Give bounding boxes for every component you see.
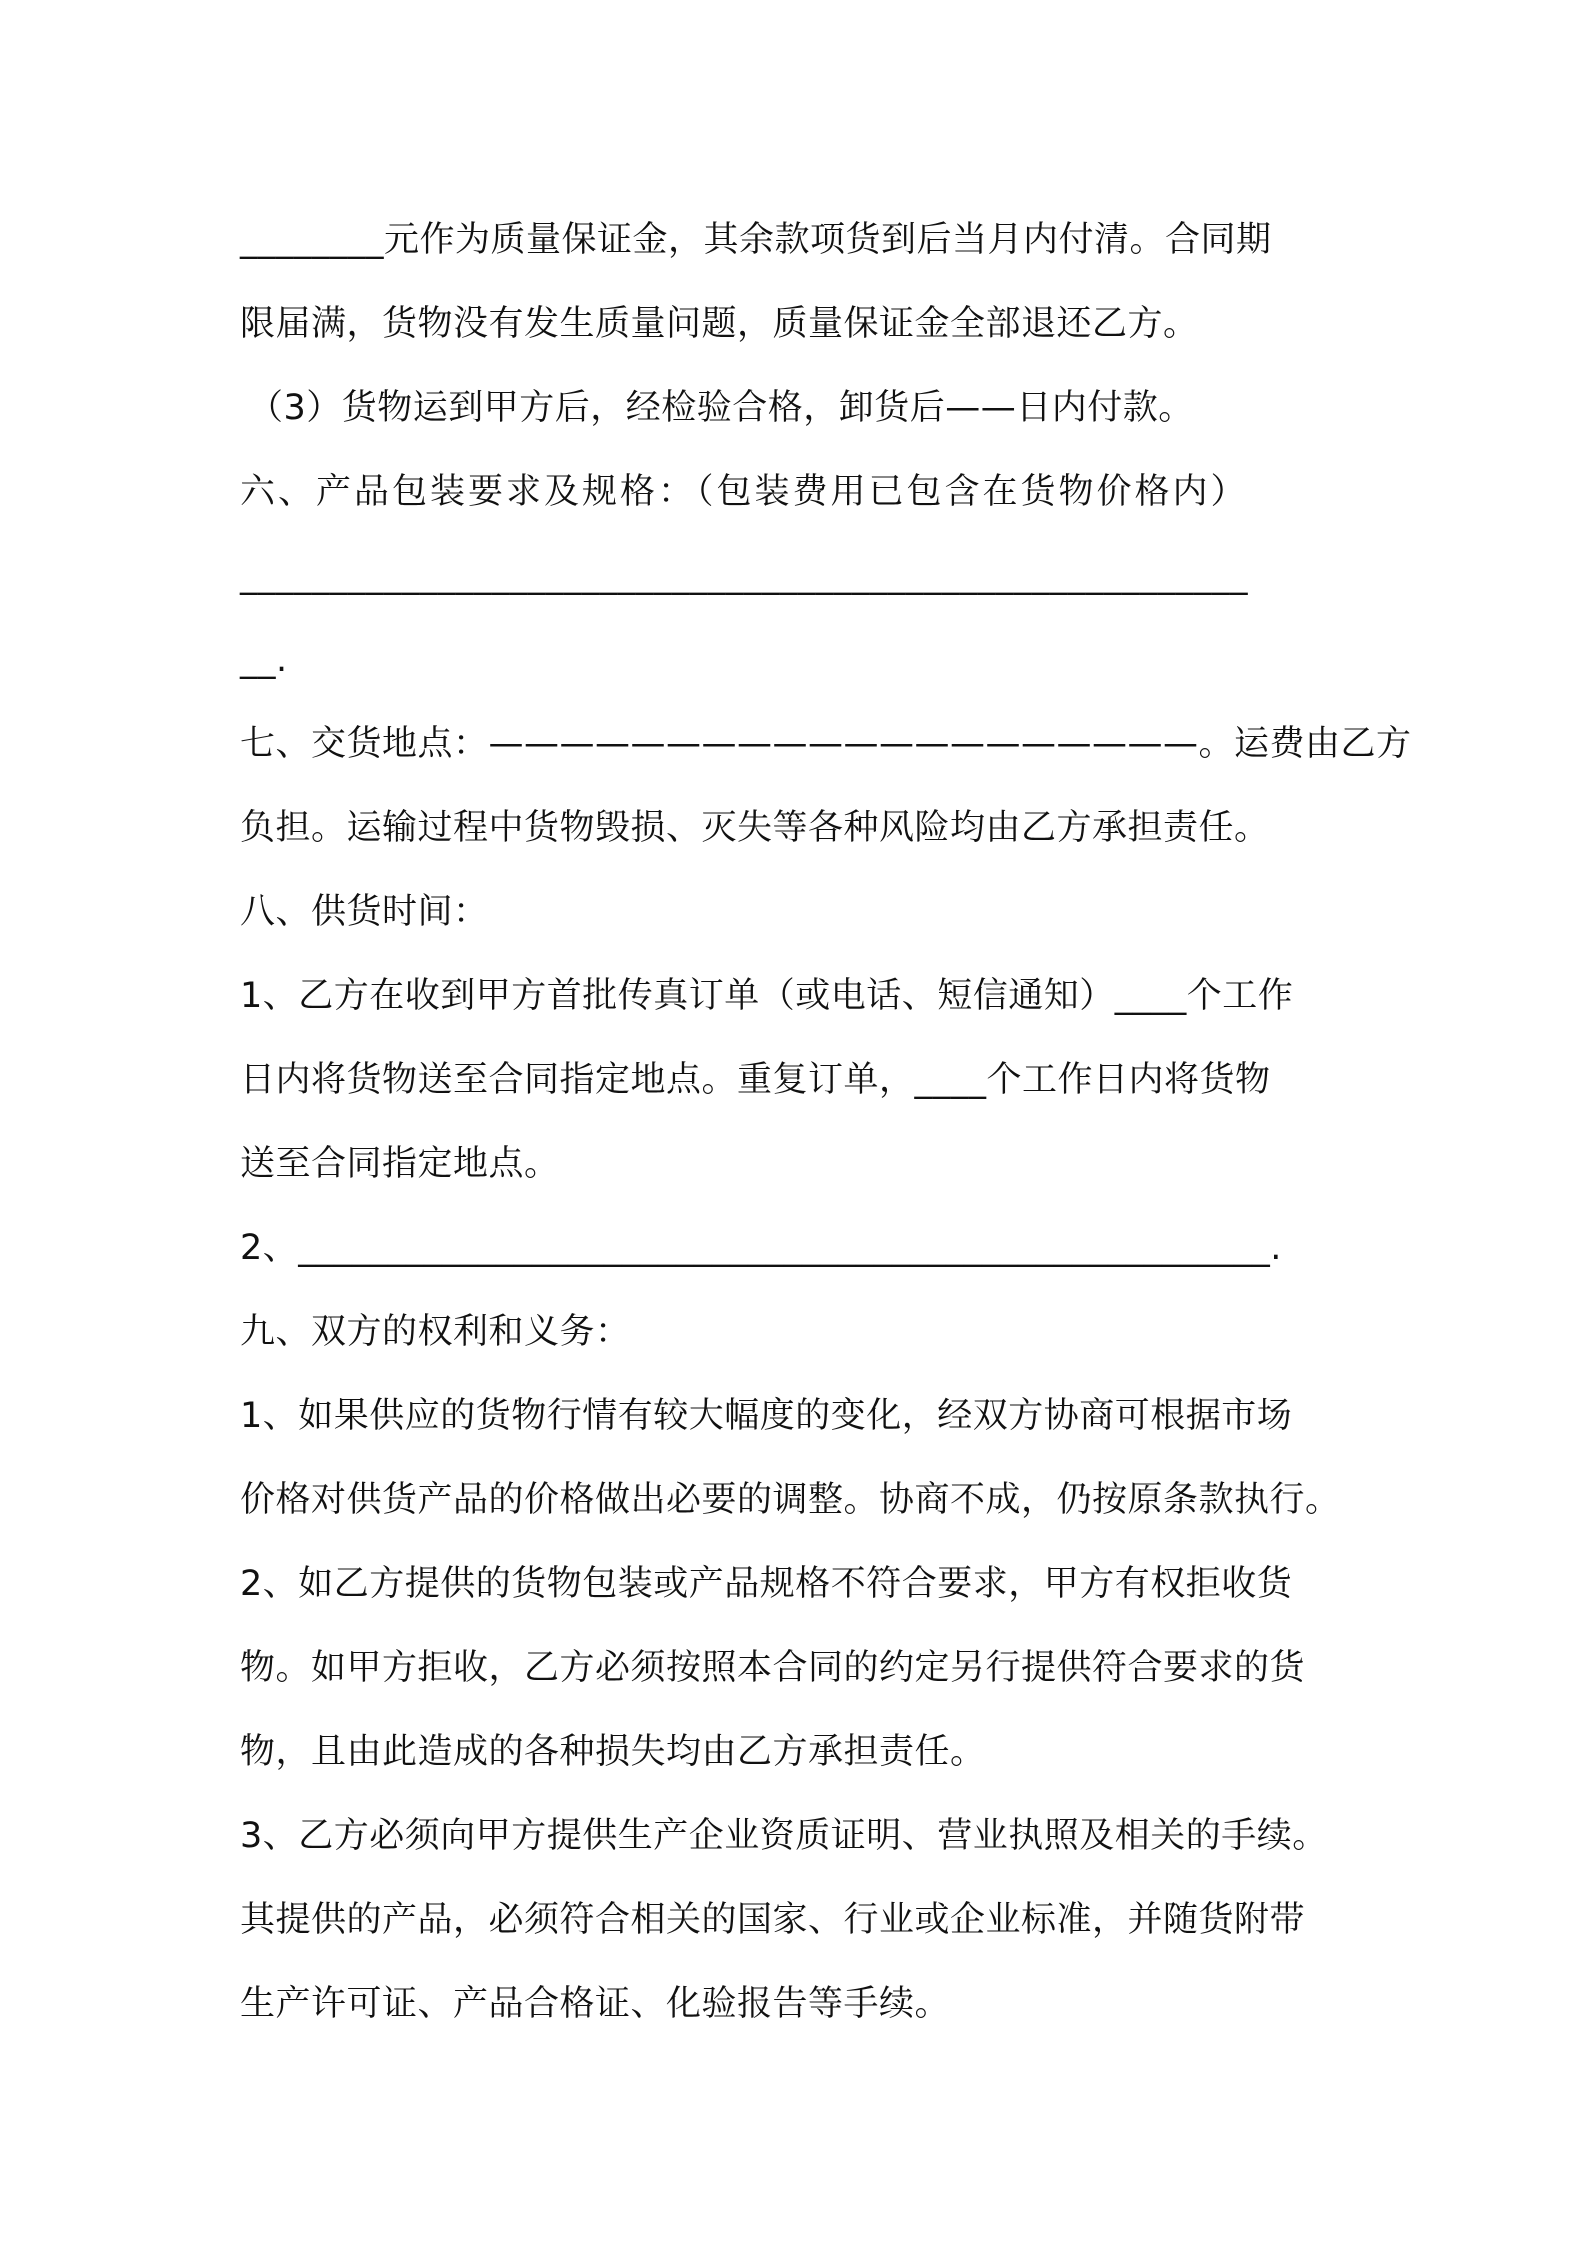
text-line: 负担。运输过程中货物毁损、灭失等各种风险均由乙方承担责任。 <box>240 808 1270 848</box>
text-line: 其提供的产品，必须符合相关的国家、行业或企业标准，并随货附带 <box>240 1900 1306 1940</box>
section-heading-6: 六、产品包装要求及规格：（包装费用已包含在货物价格内） <box>240 472 1249 512</box>
text-line: （3）货物运到甲方后，经检验合格，卸货后——日内付款。 <box>248 388 1194 428</box>
text-line: 价格对供货产品的价格做出必要的调整。协商不成，仍按原条款执行。 <box>240 1480 1341 1520</box>
text-line: ________元作为质量保证金，其余款项货到后当月内付清。合同期 <box>240 220 1272 260</box>
section-heading-7: 七、交货地点：————————————————————。运费由乙方 <box>240 724 1412 764</box>
text-line: 生产许可证、产品合格证、化验报告等手续。 <box>240 1984 951 2024</box>
section-heading-9: 九、双方的权利和义务： <box>240 1312 631 1352</box>
text-line: 日内将货物送至合同指定地点。重复订单，____个工作日内将货物 <box>240 1060 1271 1100</box>
text-line: 物，且由此造成的各种损失均由乙方承担责任。 <box>240 1732 986 1772</box>
document-body <box>240 198 1412 2046</box>
blank-fill-line: ________________________________________________________ <box>240 556 1248 596</box>
text-line: 3、乙方必须向甲方提供生产企业资质证明、营业执照及相关的手续。 <box>240 1816 1328 1856</box>
blank-fill-line: __. <box>240 640 288 680</box>
text-line: 1、乙方在收到甲方首批传真订单（或电话、短信通知）____个工作 <box>240 976 1294 1016</box>
text-line: 2、如乙方提供的货物包装或产品规格不符合要求，甲方有权拒收货 <box>240 1564 1293 1604</box>
text-line: 送至合同指定地点。 <box>240 1144 560 1184</box>
text-line: 限届满，货物没有发生质量问题，质量保证金全部退还乙方。 <box>240 304 1199 344</box>
blank-fill-line: 2、______________________________________________________. <box>240 1228 1282 1268</box>
text-line: 物。如甲方拒收，乙方必须按照本合同的约定另行提供符合要求的货 <box>240 1648 1306 1688</box>
text-line: 1、如果供应的货物行情有较大幅度的变化，经双方协商可根据市场 <box>240 1396 1293 1436</box>
section-heading-8: 八、供货时间： <box>240 892 489 932</box>
